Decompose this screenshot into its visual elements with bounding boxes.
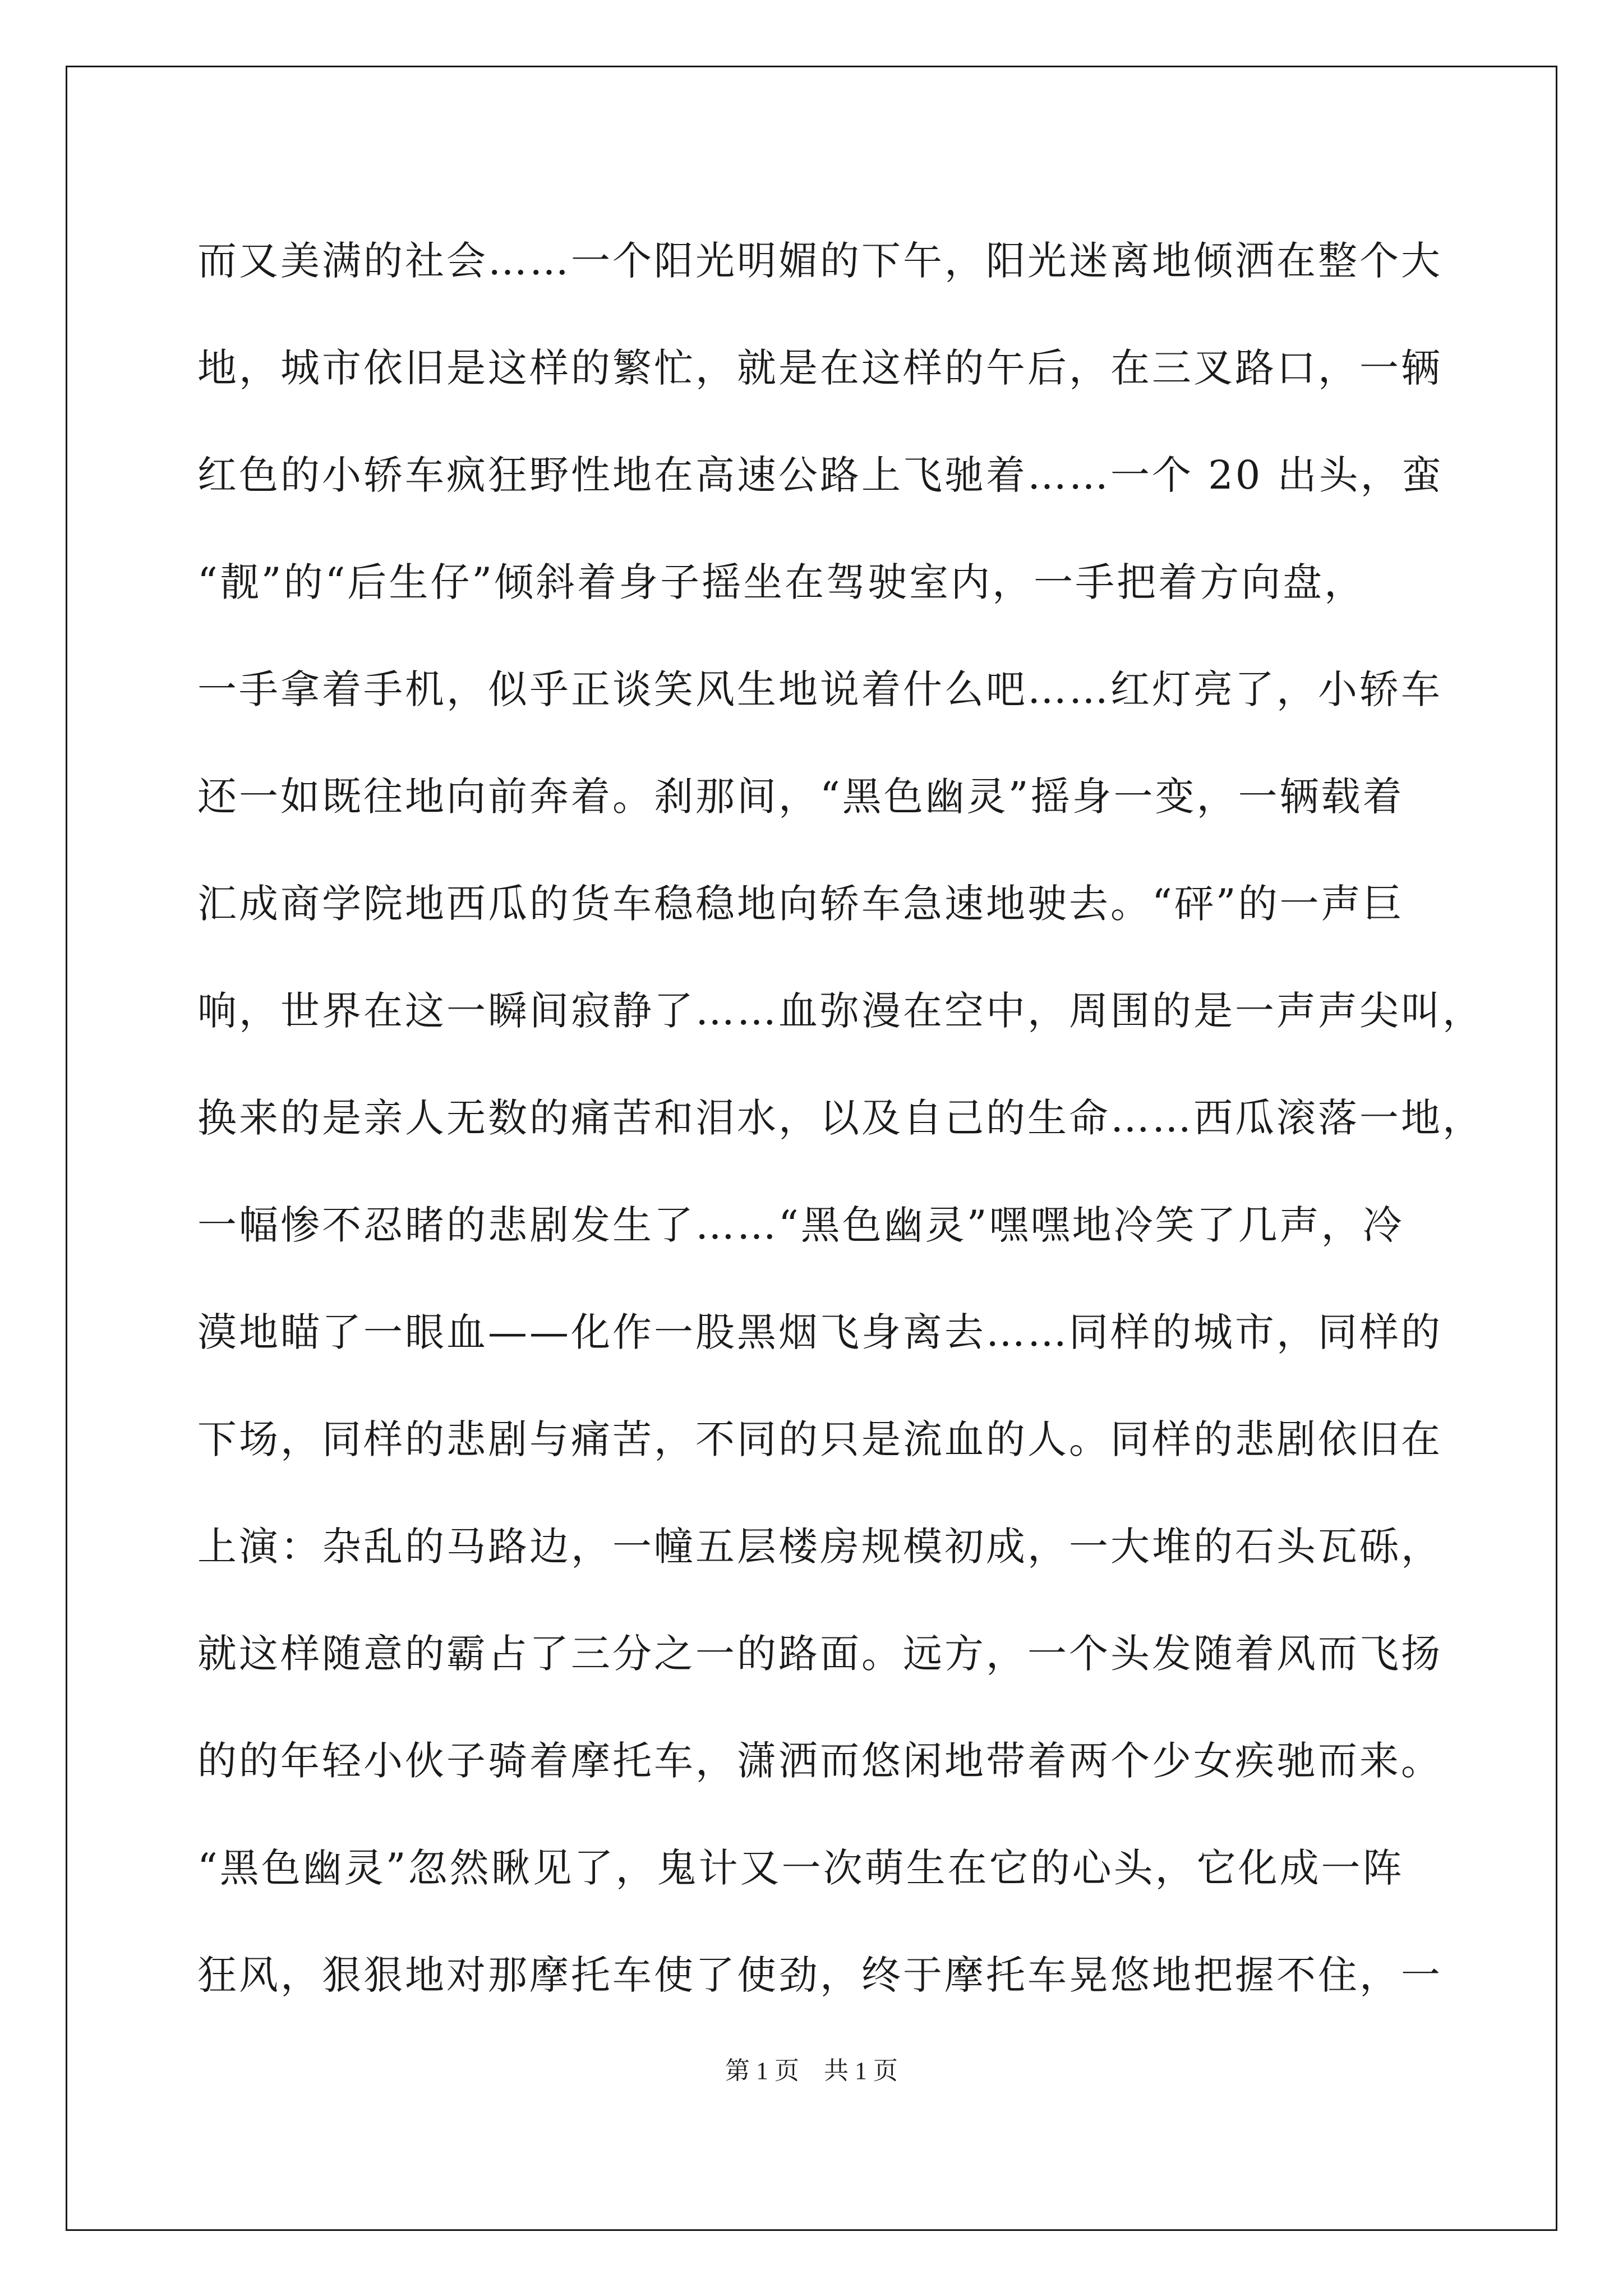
text-line: 地，城市依旧是这样的繁忙，就是在这样的午后，在三叉路口，一辆 (197, 345, 1442, 391)
text-line: 汇成商学院地西瓜的货车稳稳地向轿车急速地驶去。“砰”的一声巨 (197, 881, 1404, 927)
text-line: 一手拿着手机，似乎正谈笑风生地说着什么吧……红灯亮了，小轿车 (197, 666, 1442, 712)
text-line: “靓”的“后生仔”倾斜着身子摇坐在驾驶室内，一手把着方向盘， (197, 559, 1366, 605)
page-number: 第 1 页 (725, 2057, 799, 2085)
text-line: 就这样随意的霸占了三分之一的路面。远方，一个头发随着风而飞扬 (197, 1631, 1442, 1677)
text-line: 一幅惨不忍睹的悲剧发生了……“黑色幽灵”嘿嘿地冷笑了几声，冷 (197, 1202, 1404, 1248)
text-line: 响，世界在这一瞬间寂静了……血弥漫在空中，周围的是一声声尖叫， (197, 988, 1484, 1034)
text-line: 而又美满的社会……一个阳光明媚的下午，阳光迷离地倾洒在整个大 (197, 238, 1442, 284)
body-text (197, 208, 1484, 2029)
page-total: 共 1 页 (824, 2057, 898, 2085)
text-line: 的的年轻小伙子骑着摩托车，潇洒而悠闲地带着两个少女疾驰而来。 (197, 1738, 1442, 1784)
page-footer (0, 2050, 1623, 2086)
text-line: “黑色幽灵”忽然瞅见了，鬼计又一次萌生在它的心头，它化成一阵 (197, 1845, 1404, 1891)
text-line: 狂风，狠狠地对那摩托车使了使劲，终于摩托车晃悠地把握不住，一 (197, 1952, 1442, 1998)
text-line: 还一如既往地向前奔着。刹那间，“黑色幽灵”摇身一变，一辆载着 (197, 774, 1404, 820)
text-line: 换来的是亲人无数的痛苦和泪水，以及自己的生命……西瓜滚落一地， (197, 1095, 1484, 1141)
text-line: 漠地瞄了一眼血——化作一股黑烟飞身离去……同样的城市，同样的 (197, 1309, 1442, 1355)
text-line: 红色的小轿车疯狂野性地在高速公路上飞驰着……一个 20 出头，蛮 (197, 452, 1444, 498)
text-line: 下场，同样的悲剧与痛苦，不同的只是流血的人。同样的悲剧依旧在 (197, 1416, 1442, 1462)
text-line: 上演：杂乱的马路边，一幢五层楼房规模初成，一大堆的石头瓦砾， (197, 1524, 1442, 1570)
